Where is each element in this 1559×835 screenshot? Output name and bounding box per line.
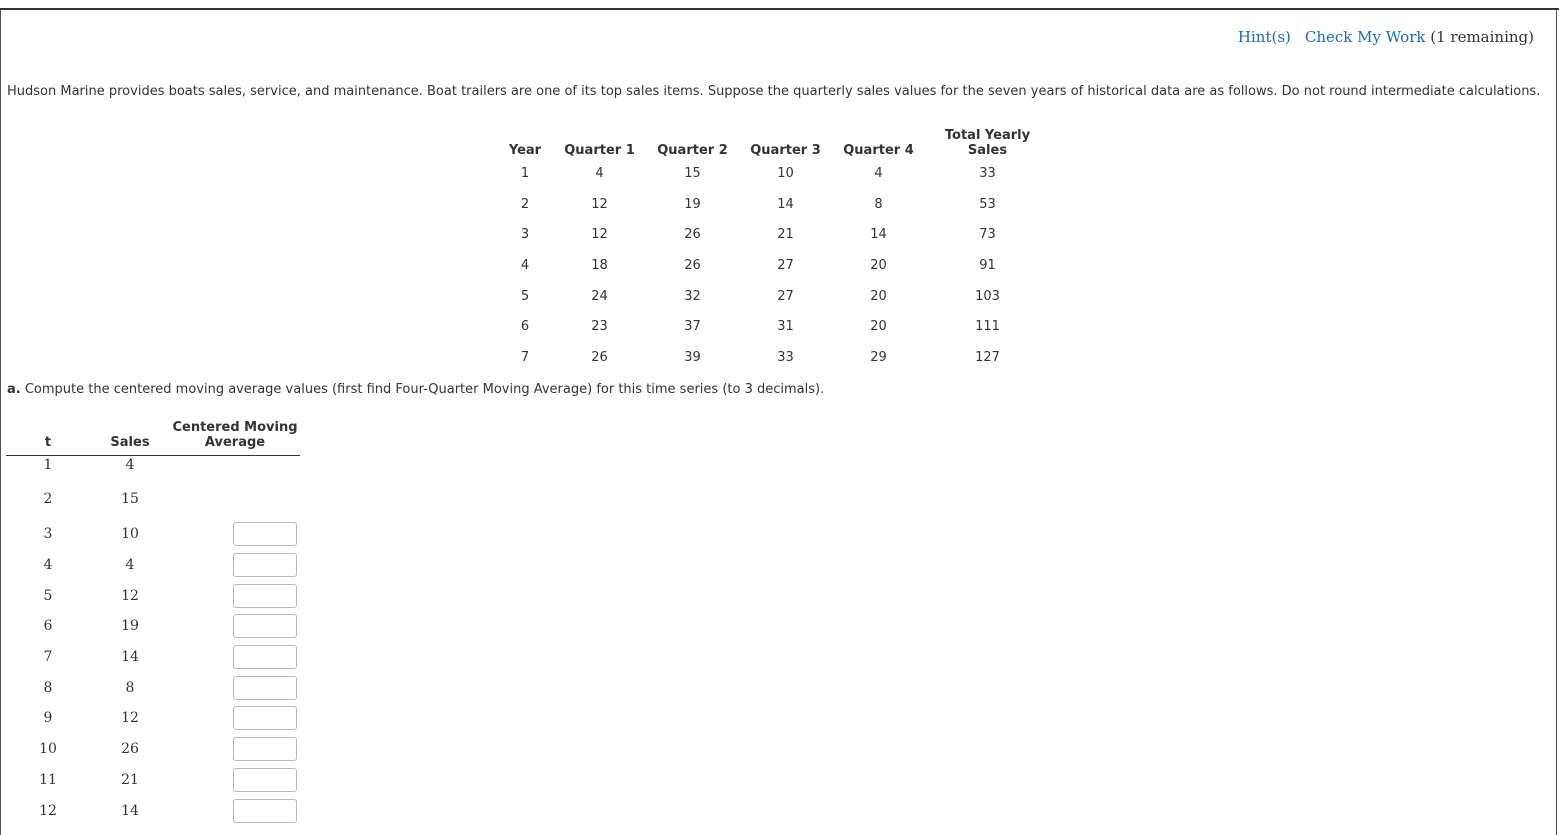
sales-cell-q4: 8 bbox=[874, 196, 883, 212]
hint-link[interactable]: Hint(s) bbox=[1237, 28, 1291, 46]
sales-cell-year: 4 bbox=[520, 257, 530, 273]
cma-cell-sales: 4 bbox=[125, 557, 135, 574]
sales-table-row bbox=[497, 158, 1050, 189]
cma-answer-input-t5[interactable] bbox=[233, 584, 297, 608]
top-title-bar bbox=[0, 0, 1559, 10]
sales-cell-q4: 14 bbox=[870, 227, 887, 243]
header-year: Year bbox=[508, 143, 542, 158]
cma-cell-t: 11 bbox=[39, 771, 57, 788]
header-quarter-2: Quarter 2 bbox=[657, 143, 728, 158]
header-centered-moving-average bbox=[170, 410, 300, 456]
part-a-label: a. bbox=[7, 382, 21, 397]
sales-cell-q1: 23 bbox=[591, 319, 608, 335]
sales-cell-year: 3 bbox=[520, 227, 530, 243]
cma-cell-sales: 15 bbox=[121, 491, 139, 507]
sales-cell-q1: 4 bbox=[595, 165, 604, 181]
sales-cell-q3: 21 bbox=[777, 227, 794, 243]
sales-cell-q3: 27 bbox=[777, 288, 794, 304]
sales-cell-q1: 26 bbox=[591, 349, 608, 365]
header-total-line1: Total Yearly bbox=[944, 128, 1031, 143]
cma-table-row bbox=[6, 734, 300, 765]
cma-cell-t: 5 bbox=[43, 587, 53, 604]
sales-cell-q2: 39 bbox=[684, 349, 701, 365]
cma-cell-t: 7 bbox=[43, 649, 53, 666]
cma-answer-input-t8[interactable] bbox=[233, 676, 297, 700]
cma-answer-input-t3[interactable] bbox=[233, 522, 297, 546]
header-cma-line2: Average bbox=[204, 435, 266, 450]
header-total-line2: Sales bbox=[967, 143, 1008, 158]
cma-cell-average bbox=[170, 672, 300, 703]
cma-table-row bbox=[6, 672, 300, 703]
cma-table-row bbox=[6, 642, 300, 673]
header-quarter-4: Quarter 4 bbox=[843, 143, 914, 158]
cma-cell-t: 2 bbox=[43, 491, 53, 507]
sales-cell-q3: 27 bbox=[777, 257, 794, 273]
header-t: t bbox=[6, 410, 90, 456]
cma-cell-t: 6 bbox=[43, 618, 53, 635]
header-cma-line1: Centered Moving bbox=[172, 420, 298, 435]
sales-cell-total: 103 bbox=[975, 288, 1000, 304]
sales-cell-total: 73 bbox=[979, 227, 996, 243]
sales-cell-total: 111 bbox=[975, 319, 1000, 335]
cma-cell-average bbox=[170, 550, 300, 581]
sales-cell-year: 5 bbox=[520, 288, 530, 304]
cma-cell-t: 8 bbox=[43, 679, 53, 696]
cma-cell-t: 9 bbox=[43, 710, 53, 727]
sales-cell-year: 7 bbox=[520, 349, 530, 365]
sales-cell-q3: 33 bbox=[777, 349, 794, 365]
sales-cell-q2: 26 bbox=[684, 257, 701, 273]
cma-table-row bbox=[6, 611, 300, 642]
header-quarter-1: Quarter 1 bbox=[564, 143, 635, 158]
centered-moving-average-table bbox=[6, 410, 300, 826]
cma-cell-average bbox=[170, 479, 300, 519]
cma-cell-average bbox=[170, 765, 300, 796]
header-quarter-3: Quarter 3 bbox=[750, 143, 821, 158]
cma-cell-sales: 19 bbox=[121, 618, 139, 635]
sales-cell-year: 2 bbox=[520, 196, 530, 212]
cma-table-row bbox=[6, 519, 300, 550]
sales-cell-total: 91 bbox=[979, 257, 996, 273]
cma-cell-average bbox=[170, 642, 300, 673]
cma-table-row bbox=[6, 550, 300, 581]
cma-table-row bbox=[6, 456, 300, 480]
cma-cell-sales: 14 bbox=[121, 802, 139, 819]
sales-cell-q1: 12 bbox=[591, 196, 608, 212]
cma-cell-sales: 12 bbox=[121, 587, 139, 604]
sales-table-row bbox=[497, 342, 1050, 373]
cma-cell-average bbox=[170, 795, 300, 826]
sales-cell-q4: 4 bbox=[874, 165, 883, 181]
sales-cell-q1: 12 bbox=[591, 227, 608, 243]
cma-answer-input-t10[interactable] bbox=[233, 737, 297, 761]
cma-cell-average bbox=[170, 734, 300, 765]
sales-cell-year: 1 bbox=[520, 165, 530, 181]
sales-cell-q3: 14 bbox=[777, 196, 794, 212]
cma-cell-sales: 8 bbox=[125, 679, 135, 696]
sales-cell-q2: 26 bbox=[684, 227, 701, 243]
cma-table-row bbox=[6, 580, 300, 611]
cma-answer-input-t4[interactable] bbox=[233, 553, 297, 577]
cma-cell-t: 12 bbox=[39, 802, 57, 819]
cma-cell-sales: 21 bbox=[121, 771, 139, 788]
cma-cell-sales: 14 bbox=[121, 649, 139, 666]
sales-table-row bbox=[497, 189, 1050, 220]
sales-cell-q3: 10 bbox=[777, 165, 794, 181]
cma-cell-sales: 26 bbox=[121, 741, 139, 758]
cma-answer-input-t9[interactable] bbox=[233, 706, 297, 730]
sales-cell-q4: 20 bbox=[870, 319, 887, 335]
cma-answer-input-t7[interactable] bbox=[233, 645, 297, 669]
cma-table-row bbox=[6, 703, 300, 734]
cma-cell-sales: 12 bbox=[121, 710, 139, 727]
cma-answer-input-t12[interactable] bbox=[233, 799, 297, 823]
sales-cell-q2: 32 bbox=[684, 288, 701, 304]
sales-cell-q4: 29 bbox=[870, 349, 887, 365]
sales-cell-total: 127 bbox=[975, 349, 1000, 365]
check-my-work-link[interactable]: Check My Work bbox=[1304, 28, 1426, 46]
sales-table-row bbox=[497, 281, 1050, 312]
sales-cell-year: 6 bbox=[520, 319, 530, 335]
part-a-text: Compute the centered moving average values (first find Four-Quarter Moving Average) for this time series (to 3 decimals). bbox=[24, 382, 825, 397]
sales-table-header bbox=[497, 114, 1050, 158]
sales-cell-q1: 18 bbox=[591, 257, 608, 273]
cma-cell-t: 3 bbox=[43, 526, 53, 543]
cma-answer-input-t11[interactable] bbox=[233, 768, 297, 792]
cma-cell-average bbox=[170, 519, 300, 550]
sales-cell-q2: 15 bbox=[684, 165, 701, 181]
cma-cell-average bbox=[170, 703, 300, 734]
cma-table-row bbox=[6, 765, 300, 796]
cma-table-row bbox=[6, 795, 300, 826]
sales-cell-q4: 20 bbox=[870, 288, 887, 304]
sales-table-row bbox=[497, 219, 1050, 250]
sales-data-table bbox=[497, 114, 1050, 373]
sales-table-row bbox=[497, 311, 1050, 342]
cma-table-header bbox=[6, 410, 300, 456]
cma-table-row bbox=[6, 479, 300, 519]
sales-table-row bbox=[497, 250, 1050, 281]
toolbar-links bbox=[1238, 28, 1534, 46]
sales-cell-q2: 37 bbox=[684, 319, 701, 335]
cma-cell-average bbox=[170, 611, 300, 642]
header-total-yearly-sales bbox=[925, 114, 1050, 158]
sales-cell-total: 33 bbox=[979, 165, 996, 181]
sales-cell-q3: 31 bbox=[777, 319, 794, 335]
sales-cell-q1: 24 bbox=[591, 288, 608, 304]
cma-answer-input-t6[interactable] bbox=[233, 614, 297, 638]
cma-cell-average bbox=[170, 456, 300, 480]
header-sales: Sales bbox=[90, 410, 170, 456]
sales-cell-q2: 19 bbox=[684, 196, 701, 212]
remaining-count: (1 remaining) bbox=[1430, 28, 1534, 46]
cma-cell-t: 4 bbox=[43, 557, 53, 574]
cma-cell-t: 10 bbox=[39, 741, 57, 758]
cma-cell-sales: 4 bbox=[125, 457, 135, 473]
sales-cell-q4: 20 bbox=[870, 257, 887, 273]
sales-cell-total: 53 bbox=[979, 196, 996, 212]
cma-cell-sales: 10 bbox=[121, 526, 139, 543]
problem-prompt: Hudson Marine provides boats sales, service, and maintenance. Boat trailers are one of its top sales items. Suppose the quarterly sales values for the seven years of historical data are as follows. Do not round intermediate calculations. bbox=[7, 84, 1541, 99]
cma-cell-average bbox=[170, 580, 300, 611]
cma-cell-t: 1 bbox=[43, 457, 53, 473]
part-a-instruction bbox=[7, 382, 824, 397]
